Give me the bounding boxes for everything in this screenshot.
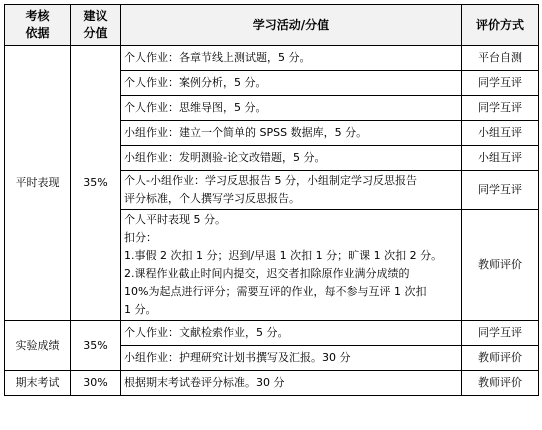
activity-cell: 小组作业：护理研究计划书撰写及汇报。30 分: [121, 346, 462, 371]
activity-cell: 根据期末考试卷评分标准。30 分: [121, 371, 462, 396]
activity-line: 1.事假 2 次扣 1 分；迟到/早退 1 次扣 1 分；旷课 1 次扣 2 分。: [124, 249, 443, 262]
activity-cell: [121, 171, 462, 210]
score-cell: 35%: [71, 321, 121, 371]
activity-line: 个人平时表现 5 分。: [124, 213, 226, 226]
activity-cell: 小组作业：发明测验-论文改错题，5 分。: [121, 146, 462, 171]
table-row: [5, 46, 539, 71]
method-cell: 同学互评: [462, 71, 539, 96]
header-basis: 考核 依据: [5, 5, 71, 46]
activity-line: 1 分。: [124, 303, 157, 316]
assessment-table: [4, 4, 539, 396]
activity-line: 扣分：: [124, 231, 157, 244]
activity-line: 评分标准，个人撰写学习反思报告。: [124, 192, 300, 205]
basis-cell: 平时表现: [5, 46, 71, 321]
method-cell: 小组互评: [462, 121, 539, 146]
header-score: 建议 分值: [71, 5, 121, 46]
score-cell: 35%: [71, 46, 121, 321]
activity-cell: 个人作业：案例分析，5 分。: [121, 71, 462, 96]
activity-cell: 个人作业：文献检索作业，5 分。: [121, 321, 462, 346]
method-cell: 教师评价: [462, 346, 539, 371]
activity-line: 个人-小组作业：学习反思报告 5 分，小组制定学习反思报告: [124, 174, 417, 187]
activity-cell: [121, 210, 462, 321]
method-cell: 同学互评: [462, 171, 539, 210]
basis-cell: 期末考试: [5, 371, 71, 396]
table-row: [5, 371, 539, 396]
activity-line: 10%为起点进行评分；需要互评的作业，每不参与互评 1 次扣: [124, 285, 427, 298]
method-cell: 教师评价: [462, 371, 539, 396]
basis-cell: 实验成绩: [5, 321, 71, 371]
activity-cell: 小组作业：建立一个简单的 SPSS 数据库，5 分。: [121, 121, 462, 146]
activity-cell: 个人作业：思维导图，5 分。: [121, 96, 462, 121]
header-activity: 学习活动/分值: [121, 5, 462, 46]
activity-cell: 个人作业：各章节线上测试题，5 分。: [121, 46, 462, 71]
activity-line: 2.课程作业截止时间内提交，迟交者扣除原作业满分成绩的: [124, 267, 410, 280]
method-cell: 同学互评: [462, 96, 539, 121]
header-row: [5, 5, 539, 46]
table-row: [5, 321, 539, 346]
method-cell: 同学互评: [462, 321, 539, 346]
method-cell: 平台自测: [462, 46, 539, 71]
header-method: 评价方式: [462, 5, 539, 46]
score-cell: 30%: [71, 371, 121, 396]
method-cell: 教师评价: [462, 210, 539, 321]
method-cell: 小组互评: [462, 146, 539, 171]
